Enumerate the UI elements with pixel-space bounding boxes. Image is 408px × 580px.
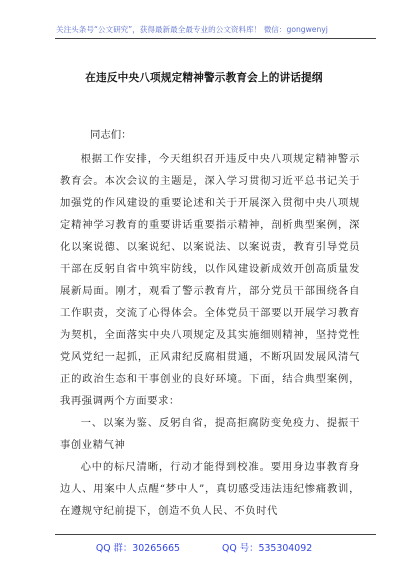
page-header-banner: 关注头条号“公文研究”，获得最新最全最专业的公文资料库！ 微信：gongwenyj [56,25,328,34]
salutation: 同志们： [90,129,132,141]
document-title: 在违反中央八项规定精神警示教育会上的讲话提纲 [85,72,323,84]
header-divider [55,38,376,39]
qq-number: QQ 号：535304092 [222,543,313,554]
footer-divider [55,534,376,535]
page-footer [0,540,408,554]
body-paragraph: 心中的标尺清晰，行动才能得到校准。要用身边事教育身边人、用案中人点醒“梦中人”，真切感受违法违纪惨痛教训，在遵规守纪前提下，创造不负人民、不负时代 [60,461,360,517]
body-paragraph: 根据工作安排，今天组织召开违反中央八项规定精神警示教育会。本次会议的主题是，深入学习贯彻习近平总书记关于加强党的作风建设的重要论述和关于开展深入贯彻中央八项规定精神学习教育的重要讲话重要指示精神，剖析典型案例，深化以案说德、以案说纪、以案说法、以案说责，教育引导党员干部在反躬自省中筑牢防线，以作风建设新成效开创高质量发展新局面。刚才，观看了警示教育片，部分党员干部围绕各自工作职责，交流了心得体会。全体党员干部要以开展学习教育为契机，全面落实中央八项规定及其实施细则精神，坚持党性党风党纪一起抓，正风肃纪反腐相贯通，不断巩固发展风清气正的政治生态和干事创业的良好环境。下面，结合典型案例，我再强调两个方面要求： [60,153,360,407]
section-heading: 一、以案为鉴、反躬自省，提高拒腐防变免疫力、提振干事创业精气神 [60,417,360,451]
qq-group-number: QQ 群：30265665 [95,543,181,554]
document-body [60,148,360,522]
